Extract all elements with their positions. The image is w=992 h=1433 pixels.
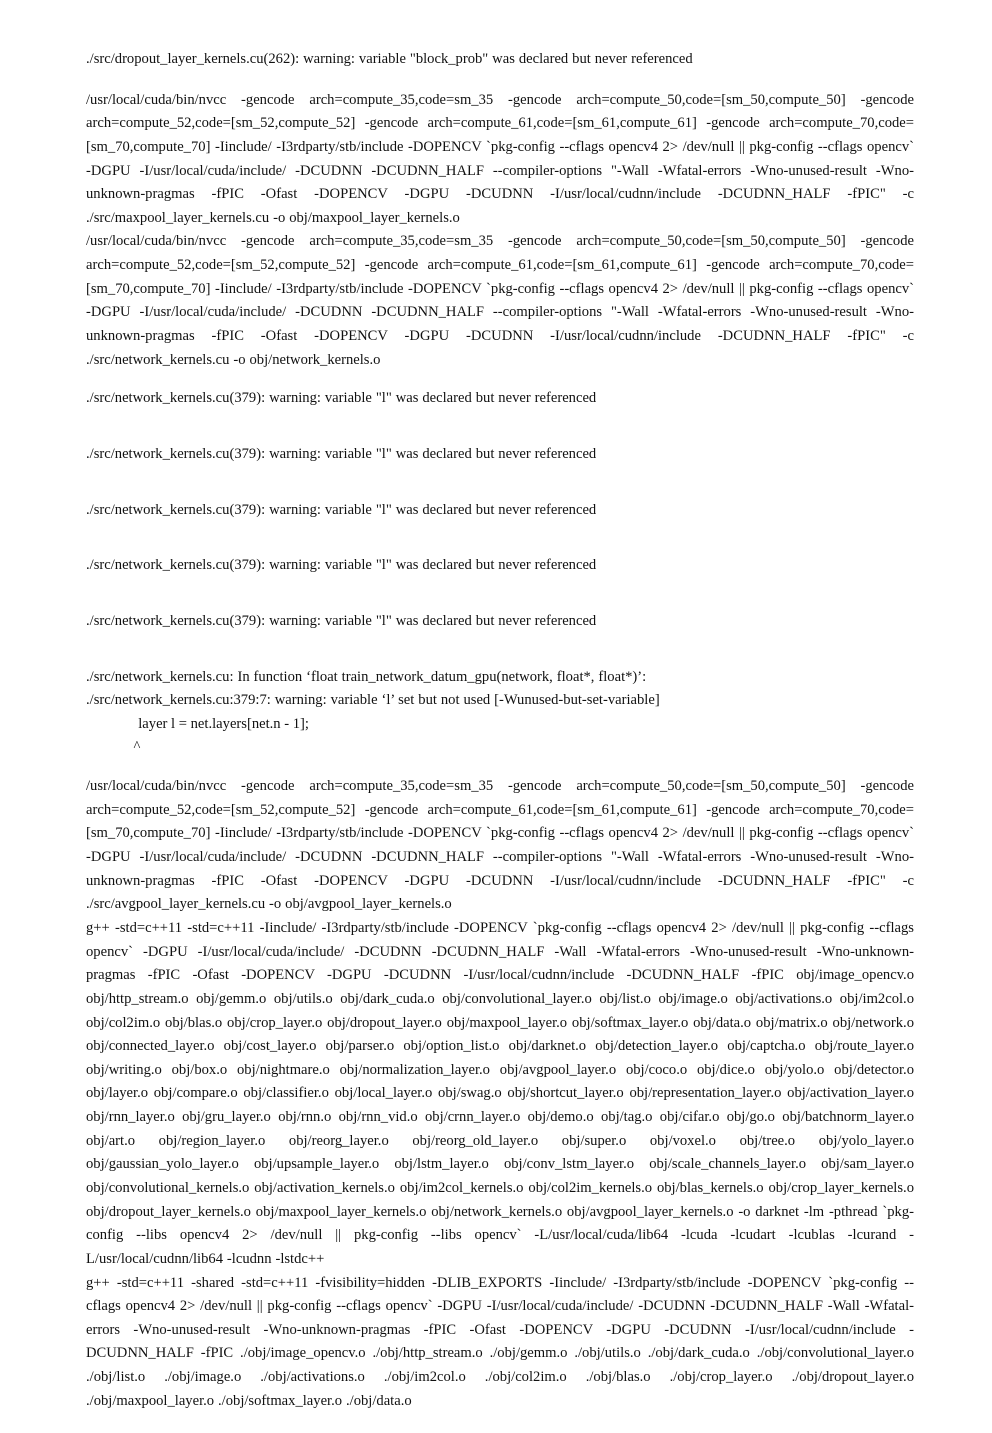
log-line-nvcc-network: /usr/local/cuda/bin/nvcc -gencode arch=compute_35,code=sm_35 -gencode arch=compute_50,code=[sm_50,compute_50] -gencode arch=compute_52,code=[sm_52,compute_52] -gencode arch=compute_61,code=[sm_61,compute_61] -gencode arch=compute_70,code=[sm_70,compute_70] -Iinclude/ -I3rdparty/stb/include -DOPENCV `pkg-config --cflags opencv4 2> /dev/null || pkg-config --cflags opencv` -DGPU -I/usr/local/cuda/include/ -DCUDNN -DCUDNN_HALF --compiler-options "-Wall -Wfatal-errors -Wno-unused-result -Wno-unknown-pragmas -fPIC -Ofast -DOPENCV -DGPU -DCUDNN -I/usr/local/cudnn/include -DCUDNN_HALF -fPIC" -c ./src/network_kernels.cu -o obj/network_kernels.o — [86, 233, 914, 368]
log-line-nvcc-maxpool: /usr/local/cuda/bin/nvcc -gencode arch=compute_35,code=sm_35 -gencode arch=compute_50,code=[sm_50,compute_50] -gencode arch=compute_52,code=[sm_52,compute_52] -gencode arch=compute_61,code=[sm_61,compute_61] -gencode arch=compute_70,code=[sm_70,compute_70] -Iinclude/ -I3rdparty/stb/include -DOPENCV `pkg-config --cflags opencv4 2> /dev/null || pkg-config --cflags opencv` -DGPU -I/usr/local/cuda/include/ -DCUDNN -DCUDNN_HALF --compiler-options "-Wall -Wfatal-errors -Wno-unused-result -Wno-unknown-pragmas -fPIC -Ofast -DOPENCV -DGPU -DCUDNN -I/usr/local/cudnn/include -DCUDNN_HALF -fPIC" -c ./src/maxpool_layer_kernels.cu -o obj/maxpool_layer_kernels.o — [86, 91, 914, 226]
spacer — [86, 428, 914, 443]
spacer — [86, 372, 914, 387]
log-line-warning-network-2: ./src/network_kernels.cu(379): warning: variable "l" was declared but never referenced — [86, 445, 597, 462]
spacer — [86, 760, 914, 775]
spacer — [86, 595, 914, 610]
log-line-warning-network-1: ./src/network_kernels.cu(379): warning: variable "l" was declared but never referenced — [86, 390, 597, 407]
log-line-warning-network-5: ./src/network_kernels.cu(379): warning: variable "l" was declared but never referenced — [86, 612, 597, 629]
log-line-warning-network-3: ./src/network_kernels.cu(379): warning: variable "l" was declared but never referenced — [86, 501, 597, 518]
log-line-gpp-link-darknet: g++ -std=c++11 -std=c++11 -Iinclude/ -I3rdparty/stb/include -DOPENCV `pkg-config --cflags opencv4 2> /dev/null || pkg-config --cflags opencv` -DGPU -I/usr/local/cuda/include/ -DCUDNN -DCUDNN_HALF -Wall -Wfatal-errors -Wno-unused-result -Wno-unknown-pragmas -fPIC -Ofast -DOPENCV -DGPU -DCUDNN -I/usr/local/cudnn/include -DCUDNN_HALF -fPIC obj/image_opencv.o obj/http_stream.o obj/gemm.o obj/utils.o obj/dark_cuda.o obj/convolutional_layer.o obj/list.o obj/image.o obj/activations.o obj/im2col.o obj/col2im.o obj/blas.o obj/crop_layer.o obj/dropout_layer.o obj/maxpool_layer.o obj/softmax_layer.o obj/data.o obj/matrix.o obj/network.o obj/connected_layer.o obj/cost_layer.o obj/parser.o obj/option_list.o obj/darknet.o obj/detection_layer.o obj/captcha.o obj/route_layer.o obj/writing.o obj/box.o obj/nightmare.o obj/normalization_layer.o obj/avgpool_layer.o obj/coco.o obj/dice.o obj/yolo.o obj/detector.o obj/layer.o obj/compare.o obj/classifier.o obj/local_layer.o obj/swag.o obj/shortcut_layer.o obj/representation_layer.o obj/activation_layer.o obj/rnn_layer.o obj/gru_layer.o obj/rnn.o obj/rnn_vid.o obj/crnn_layer.o obj/demo.o obj/tag.o obj/cifar.o obj/go.o obj/batchnorm_layer.o obj/art.o obj/region_layer.o obj/reorg_layer.o obj/reorg_old_layer.o obj/super.o obj/voxel.o obj/tree.o obj/yolo_layer.o obj/gaussian_yolo_layer.o obj/upsample_layer.o obj/lstm_layer.o obj/conv_lstm_layer.o obj/scale_channels_layer.o obj/sam_layer.o obj/convolutional_kernels.o obj/activation_kernels.o obj/im2col_kernels.o obj/col2im_kernels.o obj/blas_kernels.o obj/crop_layer_kernels.o obj/dropout_layer_kernels.o obj/maxpool_layer_kernels.o obj/network_kernels.o obj/avgpool_layer_kernels.o -o darknet -lm -pthread `pkg-config --libs opencv4 2> /dev/null || pkg-config --libs opencv` -L/usr/local/cuda/lib64 -lcuda -lcudart -lcublas -lcurand -L/usr/local/cudnn/lib64 -lcudnn -lstdc++ — [86, 919, 914, 1267]
spacer — [86, 539, 914, 554]
source-snippet-caret: ^ — [108, 739, 141, 756]
log-line-gpp-shared-lib: g++ -std=c++11 -shared -std=c++11 -fvisibility=hidden -DLIB_EXPORTS -Iinclude/ -I3rdparty/stb/include -DOPENCV `pkg-config --cflags opencv4 2> /dev/null || pkg-config --cflags opencv` -DGPU -I/usr/local/cuda/include/ -DCUDNN -DCUDNN_HALF -Wall -Wfatal-errors -Wno-unused-result -Wno-unknown-pragmas -fPIC -Ofast -DOPENCV -DGPU -DCUDNN -I/usr/local/cudnn/include -DCUDNN_HALF -fPIC ./obj/image_opencv.o ./obj/http_stream.o ./obj/gemm.o ./obj/utils.o ./obj/dark_cuda.o ./obj/convolutional_layer.o ./obj/list.o ./obj/image.o ./obj/activations.o ./obj/im2col.o ./obj/col2im.o ./obj/blas.o ./obj/crop_layer.o ./obj/dropout_layer.o ./obj/maxpool_layer.o ./obj/softmax_layer.o ./obj/data.o — [86, 1274, 914, 1409]
log-line-warning-dropout: ./src/dropout_layer_kernels.cu(262): warning: variable "block_prob" was declared but never referenced — [86, 51, 693, 67]
log-line-warning-network-4: ./src/network_kernels.cu(379): warning: variable "l" was declared but never referenced — [86, 557, 597, 574]
log-line-gcc-warning-unused: ./src/network_kernels.cu:379:7: warning: variable ‘l’ set but not used [-Wunused-but-set-variable] — [86, 692, 660, 709]
spacer — [86, 651, 914, 666]
log-line-gcc-context-function: ./src/network_kernels.cu: In function ‘float train_network_datum_gpu(network, float*, float*)’: — [86, 668, 647, 685]
spacer — [86, 484, 914, 499]
log-line-nvcc-avgpool: /usr/local/cuda/bin/nvcc -gencode arch=compute_35,code=sm_35 -gencode arch=compute_50,code=[sm_50,compute_50] -gencode arch=compute_52,code=[sm_52,compute_52] -gencode arch=compute_61,code=[sm_61,compute_61] -gencode arch=compute_70,code=[sm_70,compute_70] -Iinclude/ -I3rdparty/stb/include -DOPENCV `pkg-config --cflags opencv4 2> /dev/null || pkg-config --cflags opencv` -DGPU -I/usr/local/cuda/include/ -DCUDNN -DCUDNN_HALF --compiler-options "-Wall -Wfatal-errors -Wno-unused-result -Wno-unknown-pragmas -fPIC -Ofast -DOPENCV -DGPU -DCUDNN -I/usr/local/cudnn/include -DCUDNN_HALF -fPIC" -c ./src/avgpool_layer_kernels.cu -o obj/avgpool_layer_kernels.o — [86, 778, 914, 913]
source-snippet-code: layer l = net.layers[net.n - 1]; — [120, 715, 309, 732]
